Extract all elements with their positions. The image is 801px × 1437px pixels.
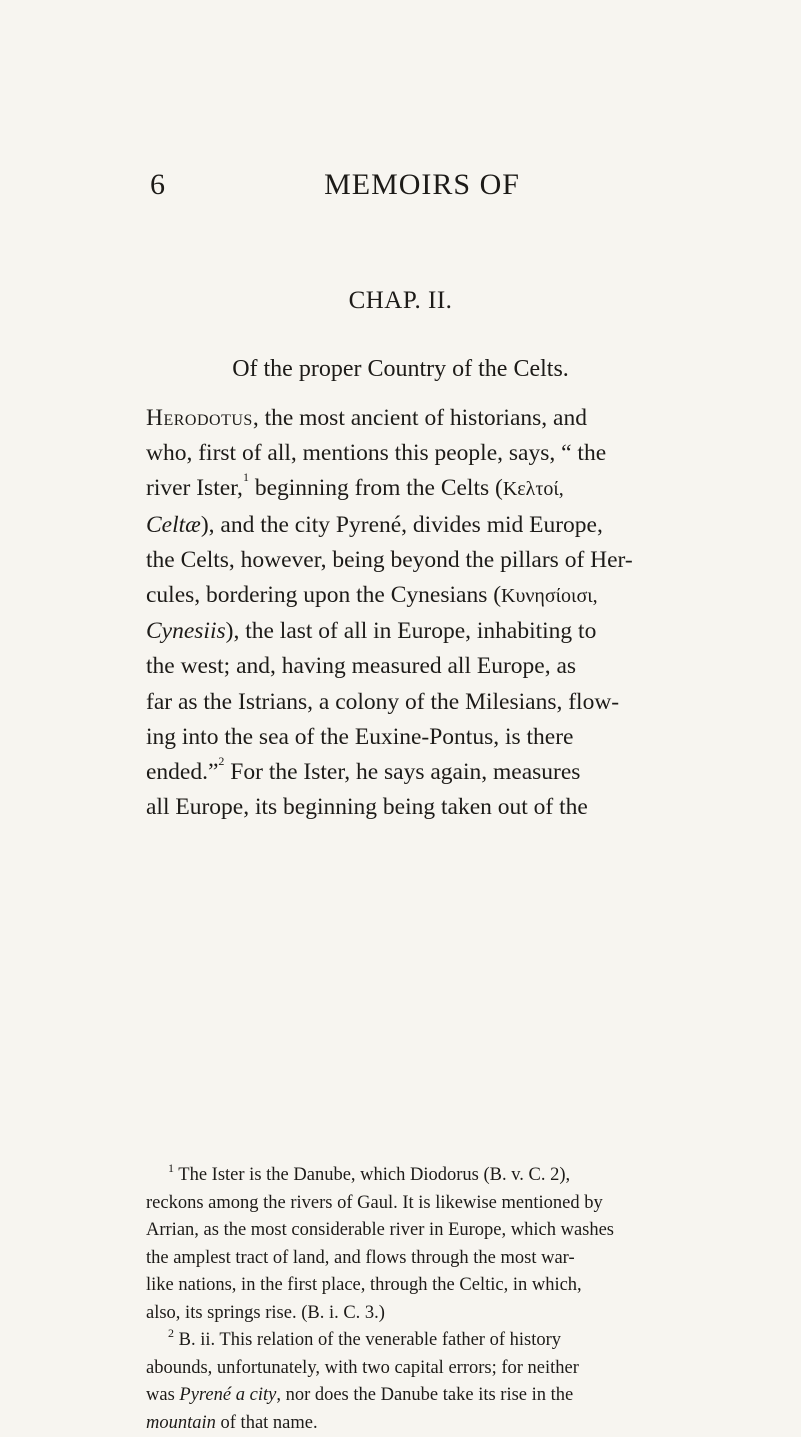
body-text <box>146 401 702 825</box>
footnote-line: Arrian, as the most considerable river in Europe, which washes <box>146 1217 702 1245</box>
greek-term: Κυνησίοισι, <box>501 585 598 607</box>
author-name: Herodotus <box>146 405 253 431</box>
body-line <box>146 401 702 436</box>
body-line <box>146 614 702 649</box>
chapter-heading: CHAP. II. <box>0 287 801 315</box>
text-run: beginning from the Celts ( <box>249 475 503 501</box>
body-line <box>146 790 702 825</box>
text-run: of that name. <box>216 1413 318 1433</box>
text-run: was <box>146 1385 179 1405</box>
latin-term: Celtæ <box>146 512 201 538</box>
greek-term: Κελτοί, <box>503 478 564 500</box>
running-title: MEMOIRS OF <box>272 168 572 202</box>
text-run: ), and the city Pyrené, divides mid Europe, <box>201 512 603 538</box>
footnote-line <box>146 1410 702 1437</box>
body-line <box>146 436 702 471</box>
text-run: For the Ister, he says again, measures <box>224 759 580 785</box>
italic-run: mountain <box>146 1413 216 1433</box>
chapter-subtitle: Of the proper Country of the Celts. <box>0 356 801 383</box>
body-line <box>146 508 702 543</box>
text-run: ing into the sea of the Euxine-Pontus, is there <box>146 720 574 755</box>
text-run: the west; and, having measured all Europe, as <box>146 649 576 684</box>
text-run: all Europe, its beginning being taken out of the <box>146 790 588 825</box>
latin-term: Cynesiis <box>146 618 226 644</box>
body-line <box>146 720 702 755</box>
footnote-line <box>146 1382 702 1410</box>
footnotes <box>146 1162 702 1437</box>
body-line <box>146 471 702 507</box>
text-run: ), the last of all in Europe, inhabiting to <box>226 618 597 644</box>
footnote-line: B. ii. This relation of the venerable father of history <box>179 1330 561 1350</box>
footnote-2 <box>146 1327 702 1437</box>
text-run: the Celts, however, being beyond the pillars of Her- <box>146 543 633 578</box>
running-head <box>150 168 710 208</box>
text-run: far as the Istrians, a colony of the Milesians, flow- <box>146 685 619 720</box>
footnote-line: also, its springs rise. (B. i. C. 3.) <box>146 1300 702 1328</box>
footnote-1 <box>146 1162 702 1327</box>
footnote-ref: 1 <box>243 470 249 484</box>
body-line <box>146 543 702 578</box>
text-run: cules, bordering upon the Cynesians ( <box>146 582 501 608</box>
body-line <box>146 649 702 684</box>
body-line <box>146 578 702 614</box>
footnote-line: The Ister is the Danube, which Diodorus (B. v. C. 2), <box>178 1165 570 1185</box>
text-run: who, first of all, mentions this people, says, “ the <box>146 436 606 471</box>
footnote-line: abounds, unfortunately, with two capital errors; for neither <box>146 1355 702 1383</box>
body-line <box>146 755 702 790</box>
italic-run: Pyrené a city <box>179 1385 276 1405</box>
footnote-line: the amplest tract of land, and flows through the most war- <box>146 1245 702 1273</box>
footnote-marker: 2 <box>168 1326 174 1340</box>
footnote-ref: 2 <box>218 754 224 768</box>
footnote-marker: 1 <box>168 1161 174 1175</box>
text-run: , nor does the Danube take its rise in the <box>276 1385 573 1405</box>
text-run: , the most ancient of historians, and <box>253 405 587 431</box>
footnote-line: reckons among the rivers of Gaul. It is likewise mentioned by <box>146 1190 702 1218</box>
text-run: river Ister, <box>146 475 243 501</box>
footnote-line: like nations, in the first place, through the Celtic, in which, <box>146 1272 702 1300</box>
page-number: 6 <box>150 168 165 202</box>
text-run: ended.” <box>146 759 218 785</box>
body-line <box>146 685 702 720</box>
